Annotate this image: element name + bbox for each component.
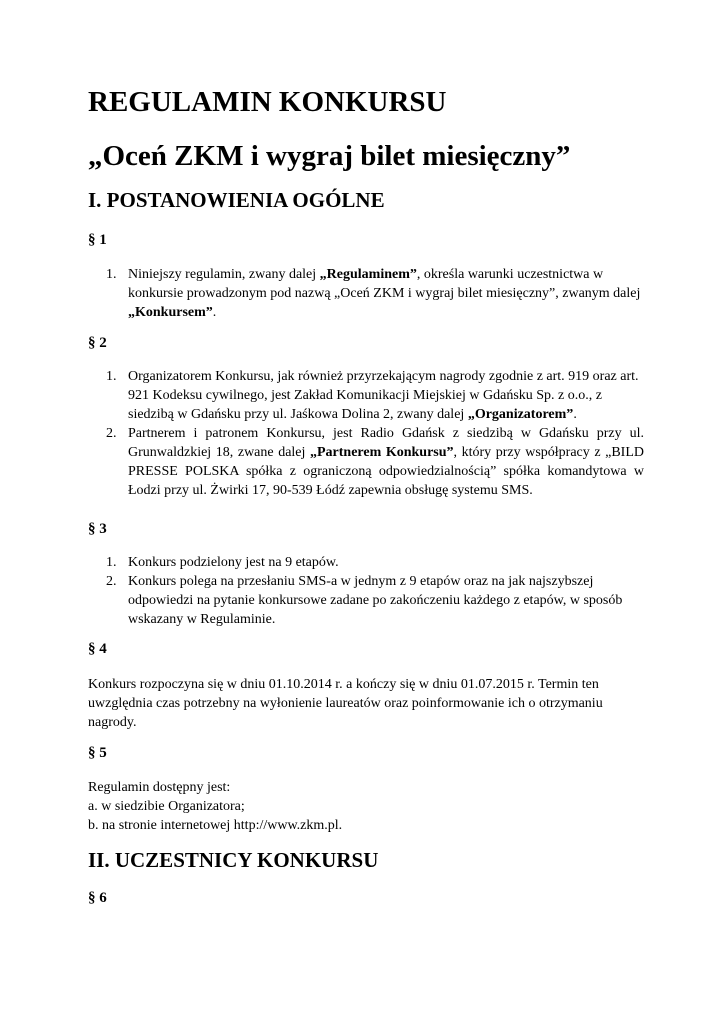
section-heading-participants: II. UCZESTNICY KONKURSU (88, 848, 379, 872)
text-run: . (212, 305, 217, 320)
bold-term-konkurs: „Konkursem” (128, 305, 213, 320)
list-item (88, 367, 644, 424)
text-run: , określa warunki uczestnictwa w konkursie prowadzonym pod nazwą „Oceń ZKM i wygraj bilet miesięczny”, zwanym dalej (128, 267, 641, 301)
paragraph-label-5: § 5 (88, 745, 107, 761)
paragraph-label-1: § 1 (88, 232, 107, 248)
paragraph-4-text: Konkurs rozpoczyna się w dniu 01.10.2014 r. a kończy się w dniu 01.07.2015 r. Termin ten uwzględnia czas potrzebny na wyłonienie laureatów oraz poinformowanie ich o otrzymaniu nagrody. (88, 677, 603, 730)
paragraph-label-4: § 4 (88, 641, 107, 657)
text-line: b. na stronie internetowej http://www.zkm.pl. (88, 818, 343, 833)
list-item (88, 572, 644, 629)
document-title: REGULAMIN KONKURSU (88, 86, 447, 118)
text-line: Regulamin dostępny jest: (88, 780, 231, 795)
paragraph-label-6: § 6 (88, 890, 107, 906)
list-item-number: 1. (106, 267, 117, 282)
paragraph-1-list (88, 265, 644, 322)
bold-term-organizator: „Organizatorem” (467, 407, 574, 422)
list-item-text (128, 424, 644, 500)
paragraph-label-2: § 2 (88, 335, 107, 351)
list-item-text: Konkurs podzielony jest na 9 etapów. (128, 555, 339, 570)
paragraph-2-list (88, 367, 644, 500)
list-item (88, 265, 644, 322)
text-run: Niniejszy regulamin, zwany dalej (128, 267, 320, 282)
text-run: . (573, 407, 577, 422)
bold-term-partner: „Partnerem Konkursu” (309, 445, 454, 460)
text-run: Organizatorem Konkursu, jak również przyrzekającym nagrody zgodnie z art. 919 oraz art. 921 Kodeksu cywilnego, jest Zakład Komunikacji Miejskiej w Gdańsku Sp. z o.o., z siedzibą w Gdańsku przy ul. Jaśkowa Dolina 2, zwany dalej (128, 369, 639, 422)
document-subtitle: „Oceń ZKM i wygraj bilet miesięczny” (88, 140, 571, 172)
paragraph-5-text (88, 778, 648, 835)
list-item-number: 1. (106, 555, 117, 570)
list-item (88, 553, 644, 572)
list-item-text (128, 265, 644, 322)
list-item-text (128, 367, 644, 424)
text-run: Partnerem i patronem Konkursu, jest Radio Gdańsk z siedzibą w Gdańsku przy ul. Grunwaldzkiej 18, zwane dalej (128, 426, 644, 460)
paragraph-label-3: § 3 (88, 521, 107, 537)
text-run: , który przy współpracy z „BILD PRESSE POLSKA spółka z ograniczoną odpowiedzialnością” spółka komandytowa w Łodzi przy ul. Żwirki 17, 90-539 Łódź zapewnia obsługę systemu SMS. (128, 445, 644, 498)
bold-term-regulamin: „Regulaminem” (319, 267, 417, 282)
list-item-number: 1. (106, 369, 117, 384)
list-item-text: Konkurs polega na przesłaniu SMS-a w jednym z 9 etapów oraz na jak najszybszej odpowiedzi na pytanie konkursowe zadane po zakończeniu każdego z etapów, w sposób wskazany w Regulaminie. (128, 574, 623, 627)
text-line: a. w siedzibie Organizatora; (88, 799, 245, 814)
list-item-number: 2. (106, 426, 117, 441)
list-item-number: 2. (106, 574, 117, 589)
section-heading-general: I. POSTANOWIENIA OGÓLNE (88, 188, 385, 212)
paragraph-3-list (88, 553, 644, 629)
list-item (88, 424, 644, 500)
